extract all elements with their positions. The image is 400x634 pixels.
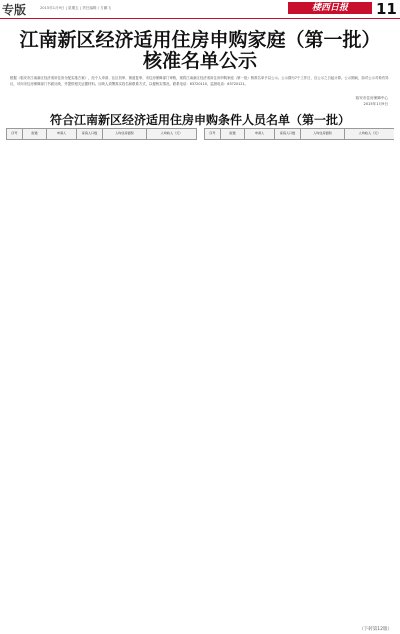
table-header-row [7, 129, 197, 140]
col-header-index: 序号 [205, 129, 221, 140]
applicant-tables [6, 128, 394, 626]
announcement-body: 根据《临安市江南新区经济适用住房分配实施方案》，经个人申请、社区初审、街道复审、市住房保障部门审核，现将江南新区经济适用住房申购家庭（第一批）核准名单予以公示。公示期为7个工作日，自公示之日起计算。公示期间，如对公示对象有异议，可向市住房保障部门书面反映，并提供相关证据材料。反映人须署真实姓名和联系方式，以便核实情况。联系电话：63720110，监督电话：63720121。 [10, 76, 389, 86]
newspaper-masthead: 楼西日报 [288, 2, 372, 14]
continued-note: （下转第12版） [359, 627, 392, 632]
issue-info: 2015年1月9日 | 星期五 | 责任编辑 / 方鹏飞 [40, 6, 111, 10]
applicant-table-left [6, 128, 197, 140]
col-header-applicant: 申请人 [47, 129, 77, 140]
page-number: 11 [376, 0, 397, 18]
col-header-household: 家庭人口数 [77, 129, 103, 140]
page-title [0, 30, 400, 72]
applicant-table-right [204, 128, 394, 140]
table-header-row [205, 129, 395, 140]
col-header-applicant: 申请人 [245, 129, 275, 140]
col-header-street: 街道 [23, 129, 47, 140]
col-header-index: 序号 [7, 129, 23, 140]
list-title: 符合江南新区经济适用住房申购条件人员名单（第一批） [49, 113, 350, 127]
col-header-income: 人均收入（元） [345, 129, 395, 140]
section-label: 专版 [2, 3, 27, 17]
col-header-area: 人均住房面积 [301, 129, 345, 140]
header-rule [0, 18, 400, 19]
col-header-area: 人均住房面积 [103, 129, 147, 140]
signoff-date: 2015年1月9日 [363, 101, 388, 106]
page-header [0, 0, 400, 18]
col-header-income: 人均收入（元） [147, 129, 197, 140]
col-header-household: 家庭人口数 [275, 129, 301, 140]
signoff-org: 临安市住房保障中心 [355, 96, 388, 100]
signoff [356, 96, 388, 107]
col-header-street: 街道 [221, 129, 245, 140]
title-line-2: 核准名单公示 [142, 50, 257, 72]
title-line-1: 江南新区经济适用住房申购家庭（第一批） [19, 29, 381, 51]
